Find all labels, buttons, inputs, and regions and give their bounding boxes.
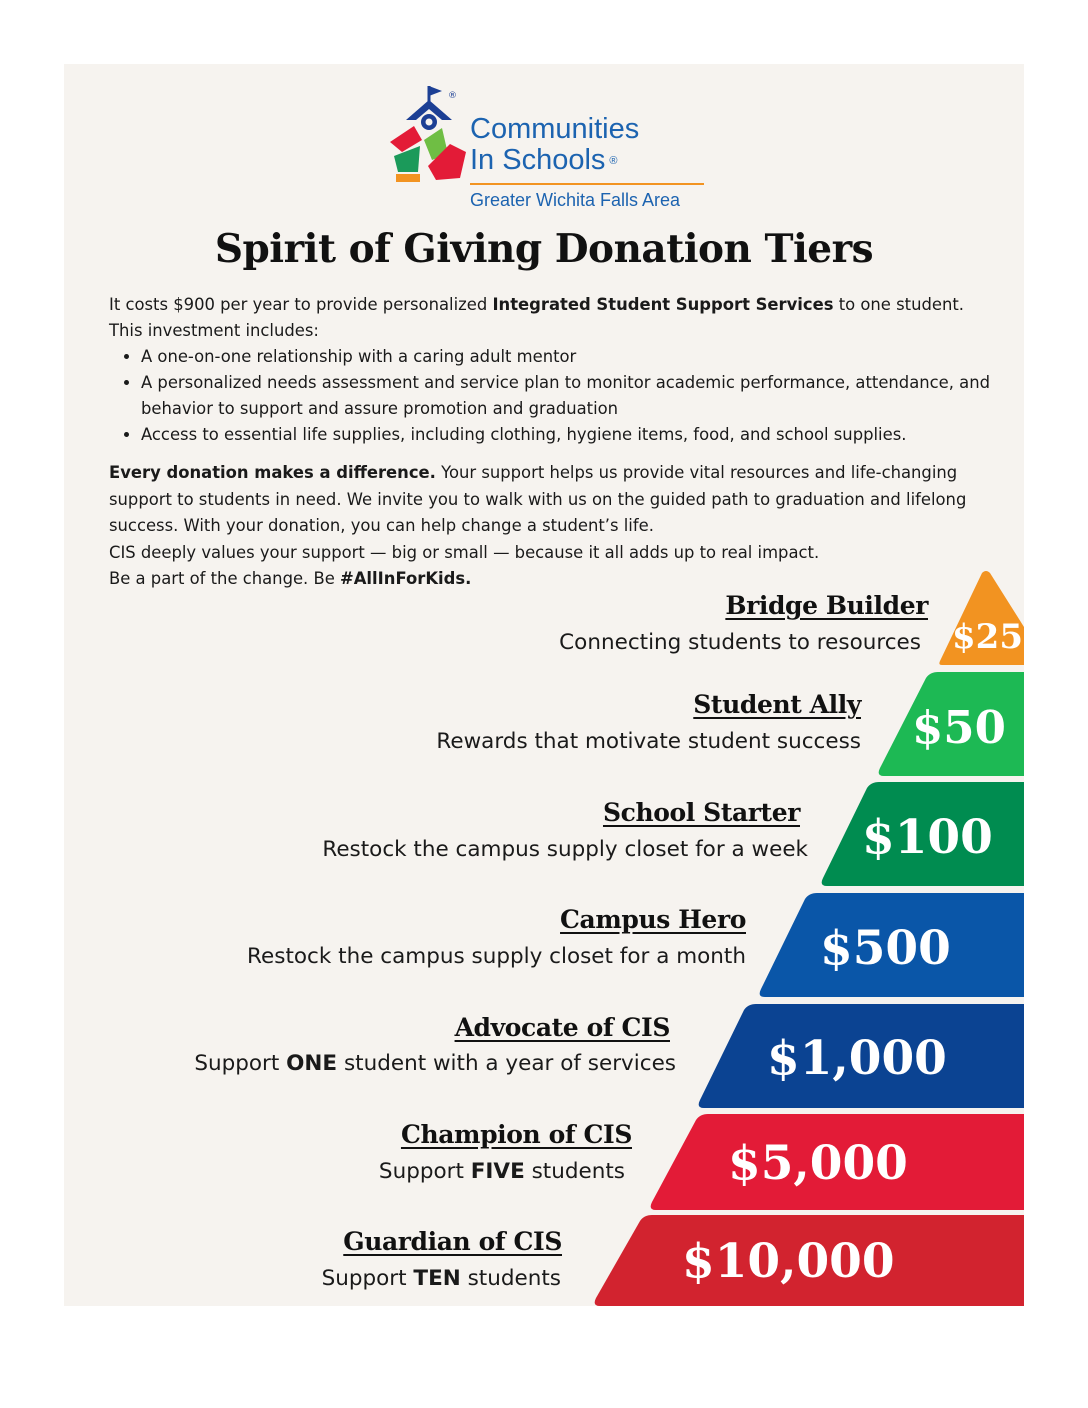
tier-name-campus-hero: Campus Hero [560,905,746,934]
flyer-page [64,64,1024,1306]
list-item: • A one-on-one relationship with a caring adult mentor [141,344,999,370]
tier-desc-emphasis: ONE [286,1051,338,1076]
logo-line-communities: Communities [470,113,640,145]
tier-desc-student-ally: Rewards that motivate student success [436,729,861,754]
tier-name-school-starter: School Starter [602,798,800,827]
tier-amount-advocate-of-cis: $1,000 [767,1031,947,1086]
tier-amount-bridge-builder: $25 [952,617,1023,657]
intro-section [109,292,999,448]
list-item: • Access to essential life supplies, including clothing, hygiene items, food, and school supplies. [141,422,999,448]
appeal-line-3-prefix: Be a part of the change. Be [109,569,341,588]
intro-paragraph [109,292,999,344]
list-item: • A personalized needs assessment and service plan to monitor academic performance, attendance, and behavior to support and assure promotion and graduation [141,370,999,422]
page-title: Spirit of Giving Donation Tiers [214,226,874,272]
tier-name-bridge-builder: Bridge Builder [725,591,928,620]
tier-desc-school-starter: Restock the campus supply closet for a week [322,837,808,862]
tier-desc-bridge-builder: Connecting students to resources [559,630,921,655]
tier-desc-champion-of-cis [379,1159,625,1184]
tier-desc-prefix: Support [378,1159,471,1184]
logo-line-in-schools [470,145,618,176]
tier-amount-campus-hero: $500 [820,921,951,976]
tier-name-champion-of-cis: Champion of CIS [400,1120,632,1149]
appeal-section [109,460,999,593]
logo-in-schools-text: In Schools [470,144,606,176]
tier-name-advocate-of-cis: Advocate of CIS [454,1013,670,1042]
intro-bold-term: Integrated Student Support Services [492,295,834,314]
tier-amount-student-ally: $50 [912,701,1006,754]
tier-desc-prefix: Support [194,1051,287,1076]
hashtag: #AllInForKids. [340,569,472,588]
intro-text-after: to one student. This investment includes: [109,295,964,340]
tier-name-student-ally: Student Ally [693,690,861,719]
logo-divider [470,183,704,185]
schoolhouse-logo-icon [384,82,470,192]
tier-desc-emphasis: FIVE [470,1159,525,1184]
tier-desc-suffix: students [460,1266,561,1291]
appeal-paragraph [109,460,999,540]
tier-desc-suffix: students [524,1159,625,1184]
tier-desc-emphasis: TEN [413,1266,461,1291]
cis-logo [384,82,714,222]
tier-desc-prefix: Support [321,1266,414,1291]
intro-text-before: It costs $900 per year to provide personalized [109,295,493,314]
tier-amount-school-starter: $100 [862,810,993,865]
tier-amount-guardian-of-cis: $10,000 [682,1234,895,1289]
logo-registered-mark: ® [609,155,618,168]
tier-amount-champion-of-cis: $5,000 [728,1136,908,1191]
tier-desc-campus-hero: Restock the campus supply closet for a month [247,944,746,969]
logo-subtitle: Greater Wichita Falls Area [470,190,681,210]
tier-desc-suffix: student with a year of services [337,1051,676,1076]
registered-mark: ® [448,91,457,101]
appeal-body: Your support helps us provide vital resources and life-changing support to students in need. We invite you to walk with us on the guided path to graduation and lifelong success. With your donation, you can help change a student’s life. [109,463,967,535]
appeal-line-2: CIS deeply values your support — big or small — because it all adds up to real impact. [109,542,820,562]
appeal-line-3 [109,566,999,593]
tier-desc-guardian-of-cis [322,1266,561,1291]
tier-name-guardian-of-cis: Guardian of CIS [343,1227,562,1256]
investment-list [109,344,999,448]
appeal-lead: Every donation makes a difference. [109,463,436,482]
tier-desc-advocate-of-cis [194,1051,676,1076]
